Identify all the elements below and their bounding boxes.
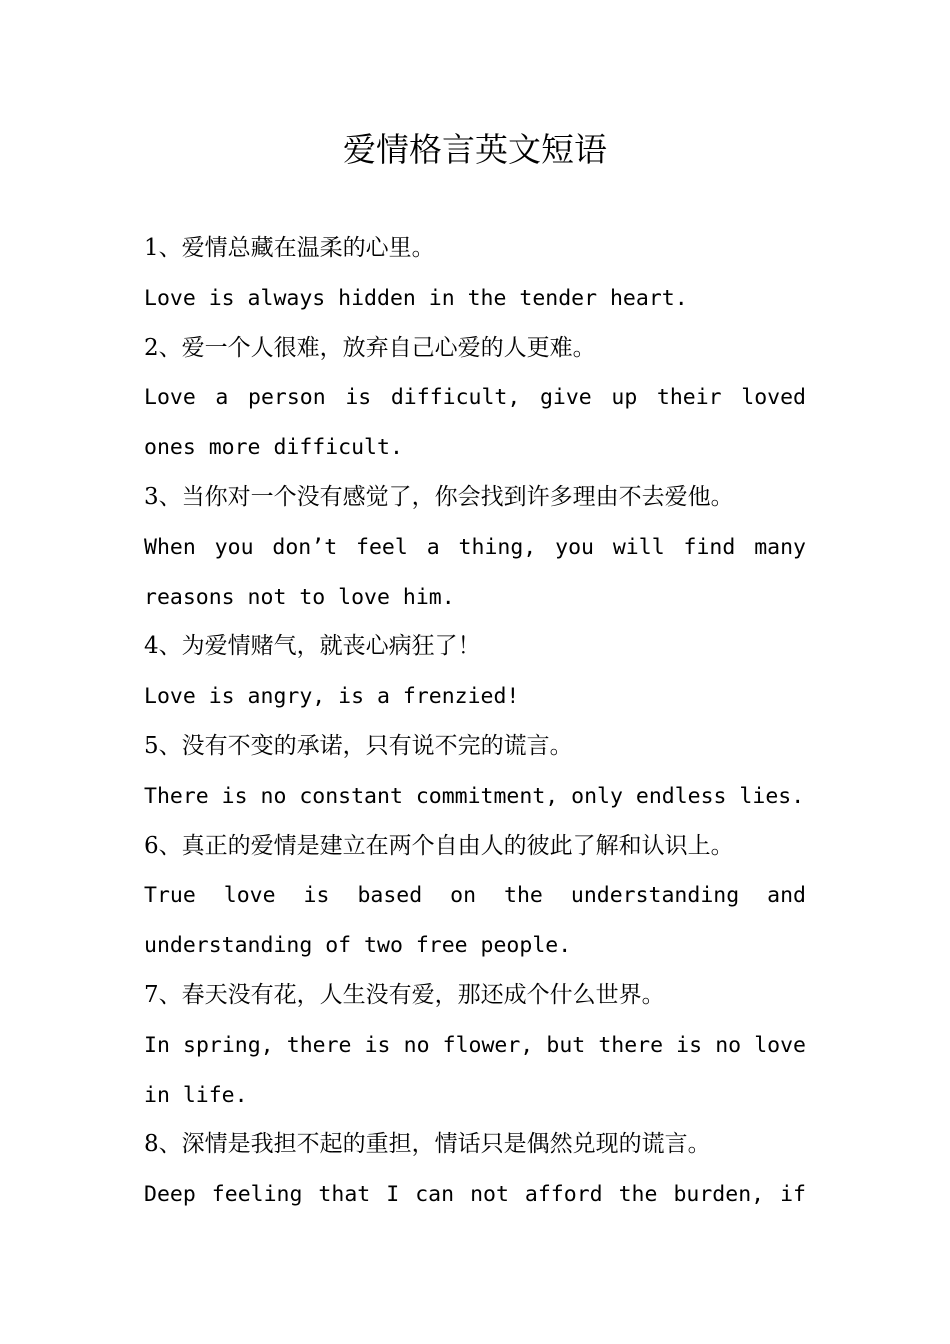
quote-6-chinese: 6、真正的爱情是建立在两个自由人的彼此了解和认识上。 — [144, 832, 734, 859]
quote-3-english-line-2: reasons not to love him. — [144, 584, 455, 610]
document-title: 爱情格言英文短语 — [343, 130, 607, 169]
quote-7-chinese: 7、春天没有花，人生没有爱，那还成个什么世界。 — [144, 981, 665, 1008]
quote-2-english-line-1: Love a person is difficult, give up their loved — [144, 385, 806, 411]
quote-1-chinese: 1、爱情总藏在温柔的心里。 — [144, 235, 435, 261]
quote-2-english-line-2: ones more difficult. — [144, 435, 403, 461]
quote-8-english-line-1: Deep feeling that I can not afford the burden, if — [144, 1182, 806, 1208]
quote-3-chinese: 3、当你对一个没有感觉了，你会找到许多理由不去爱他。 — [144, 483, 734, 510]
quote-5-chinese: 5、没有不变的承诺，只有说不完的谎言。 — [144, 732, 573, 759]
quote-8-chinese: 8、深情是我担不起的重担，情话只是偶然兑现的谎言。 — [144, 1131, 711, 1158]
quote-5-english: There is no constant commitment, only endless lies. — [144, 783, 805, 809]
quote-3-english-line-1: When you don’t feel a thing, you will find many — [144, 534, 806, 560]
quote-7-english-line-2: in life. — [144, 1082, 248, 1108]
quote-4-chinese: 4、为爱情赌气，就丧心病狂了！ — [144, 633, 481, 660]
document-body — [144, 224, 806, 1220]
quote-7-english-line-1: In spring, there is no flower, but there is no love — [144, 1032, 806, 1058]
quote-4-english: Love is angry, is a frenzied! — [144, 684, 520, 710]
quote-2-chinese: 2、爱一个人很难，放弃自己心爱的人更难。 — [144, 334, 596, 361]
quote-6-english-line-1: True love is based on the understanding and — [144, 883, 806, 909]
quote-6-english-line-2: understanding of two free people. — [144, 933, 572, 959]
quote-1-english: Love is always hidden in the tender heart. — [144, 285, 688, 311]
